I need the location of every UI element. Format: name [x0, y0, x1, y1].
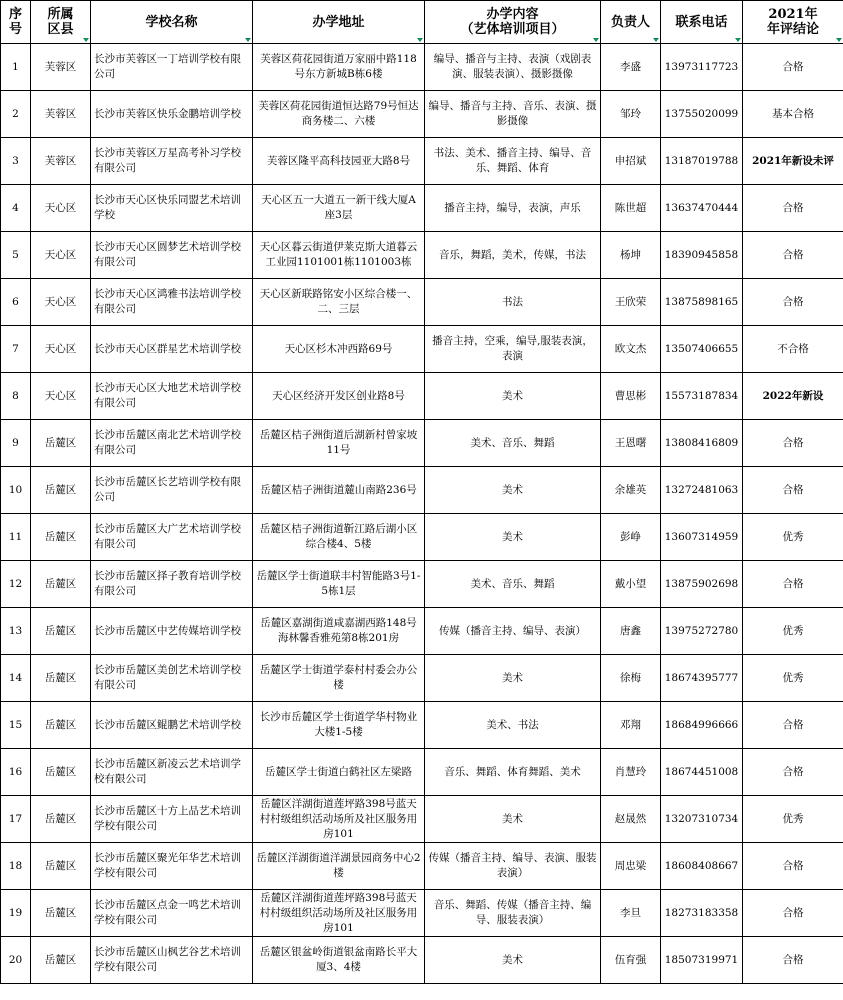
cell-seq[interactable]: 17 [1, 796, 31, 843]
cell-person[interactable]: 邓翔 [601, 702, 661, 749]
cell-rating[interactable]: 合格 [743, 420, 843, 467]
cell-district[interactable]: 岳麓区 [31, 467, 91, 514]
cell-rating[interactable]: 2021年新设未评 [743, 138, 843, 185]
header-label: 办学地址 [312, 14, 365, 30]
cell-seq[interactable]: 1 [1, 44, 31, 91]
cell-address[interactable]: 岳麓区桔子洲街道靳江路后湖小区综合楼4、5楼 [253, 514, 425, 561]
cell-address[interactable]: 天心区新联路铭安小区综合楼一、二、三层 [253, 279, 425, 326]
cell-person[interactable]: 彭峥 [601, 514, 661, 561]
cell-phone[interactable]: 13507406655 [661, 326, 743, 373]
cell-rating[interactable]: 优秀 [743, 796, 843, 843]
cell-content[interactable]: 音乐、舞蹈、传媒（播音主持、编导、服装表演） [425, 890, 601, 937]
cell-school-name[interactable]: 长沙市岳麓区南北艺术培训学校有限公司 [91, 420, 253, 467]
cell-address[interactable]: 岳麓区桔子洲街道后湖新村曾家坡11号 [253, 420, 425, 467]
cell-person[interactable]: 王恩曙 [601, 420, 661, 467]
cell-seq[interactable]: 2 [1, 91, 31, 138]
cell-content[interactable]: 播音主持，空乘，编导,服装表演，表演 [425, 326, 601, 373]
cell-rating[interactable]: 优秀 [743, 608, 843, 655]
header-seq[interactable] [1, 1, 31, 44]
cell-district[interactable]: 岳麓区 [31, 420, 91, 467]
cell-address[interactable]: 天心区暮云街道伊莱克斯大道暮云工业园1101001栋1101003栋 [253, 232, 425, 279]
cell-content[interactable]: 书法、美术、播音主持、编导、音乐、舞蹈、体育 [425, 138, 601, 185]
cell-person[interactable]: 邹玲 [601, 91, 661, 138]
cell-district[interactable]: 岳麓区 [31, 890, 91, 937]
cell-content[interactable]: 播音主持，编导，表演，声乐 [425, 185, 601, 232]
cell-school-name[interactable]: 长沙市岳麓区新凌云艺术培训学校有限公司 [91, 749, 253, 796]
cell-phone[interactable]: 18390945858 [661, 232, 743, 279]
cell-person[interactable]: 欧文杰 [601, 326, 661, 373]
header-label: 学校名称 [145, 14, 198, 30]
table-row [1, 514, 843, 561]
cell-school-name[interactable]: 长沙市岳麓区十方上品艺术培训学校有限公司 [91, 796, 253, 843]
table-row [1, 44, 843, 91]
cell-person[interactable]: 赵晟然 [601, 796, 661, 843]
cell-address[interactable]: 芙蓉区荷花园街道万家丽中路118号东方新城B栋6楼 [253, 44, 425, 91]
cell-rating[interactable]: 合格 [743, 561, 843, 608]
table-row [1, 749, 843, 796]
cell-district[interactable]: 天心区 [31, 279, 91, 326]
cell-person[interactable]: 伍育强 [601, 937, 661, 984]
table-row [1, 890, 843, 937]
cell-school-name[interactable]: 长沙市天心区大地艺术培训学校有限公司 [91, 373, 253, 420]
cell-rating[interactable]: 合格 [743, 279, 843, 326]
table-row [1, 796, 843, 843]
cell-address[interactable]: 岳麓区洋湖街道莲坪路398号蓝天村村级组织活动场所及社区服务用房101 [253, 890, 425, 937]
cell-content[interactable]: 编导、播音与主持、表演（戏剧表演、服装表演）、摄影摄像 [425, 44, 601, 91]
cell-address[interactable]: 芙蓉区隆平高科技园亚大路8号 [253, 138, 425, 185]
cell-person[interactable]: 曹思彬 [601, 373, 661, 420]
cell-school-name[interactable]: 长沙市岳麓区美创艺术培训学校有限公司 [91, 655, 253, 702]
cell-seq[interactable]: 10 [1, 467, 31, 514]
cell-content[interactable]: 书法 [425, 279, 601, 326]
cell-seq[interactable]: 5 [1, 232, 31, 279]
cell-rating[interactable]: 合格 [743, 185, 843, 232]
cell-phone[interactable]: 18273183358 [661, 890, 743, 937]
cell-address[interactable]: 岳麓区学士街道联丰村智能路3号1-5栋1层 [253, 561, 425, 608]
cell-school-name[interactable]: 长沙市岳麓区聚光年华艺术培训学校有限公司 [91, 843, 253, 890]
cell-phone[interactable]: 18684996666 [661, 702, 743, 749]
cell-district[interactable]: 岳麓区 [31, 796, 91, 843]
cell-address[interactable]: 岳麓区银盆岭街道银盆南路长平大厦3、4楼 [253, 937, 425, 984]
cell-phone[interactable]: 13187019788 [661, 138, 743, 185]
header-label: 办学内容 （艺体培训项目） [460, 7, 565, 37]
cell-seq[interactable]: 3 [1, 138, 31, 185]
cell-content[interactable]: 美术、音乐、舞蹈 [425, 420, 601, 467]
cell-district[interactable]: 岳麓区 [31, 655, 91, 702]
cell-seq[interactable]: 20 [1, 937, 31, 984]
cell-district[interactable]: 岳麓区 [31, 702, 91, 749]
cell-rating[interactable]: 2022年新设 [743, 373, 843, 420]
cell-district[interactable]: 芙蓉区 [31, 91, 91, 138]
header-label: 序号 [8, 7, 22, 37]
cell-school-name[interactable]: 长沙市天心区圆梦艺术培训学校有限公司 [91, 232, 253, 279]
cell-person[interactable]: 唐鑫 [601, 608, 661, 655]
header-phone[interactable] [661, 1, 743, 44]
cell-school-name[interactable]: 长沙市岳麓区山枫艺谷艺术培训学校有限公司 [91, 937, 253, 984]
filter-dropdown-icon[interactable] [593, 38, 599, 42]
cell-seq[interactable]: 11 [1, 514, 31, 561]
cell-phone[interactable]: 13875902698 [661, 561, 743, 608]
cell-district[interactable]: 岳麓区 [31, 749, 91, 796]
cell-content[interactable]: 编导、播音与主持、音乐、表演、摄影摄像 [425, 91, 601, 138]
cell-phone[interactable]: 13207310734 [661, 796, 743, 843]
table-row [1, 138, 843, 185]
header-row [1, 1, 843, 44]
cell-seq[interactable]: 7 [1, 326, 31, 373]
table-row [1, 326, 843, 373]
cell-person[interactable]: 陈世超 [601, 185, 661, 232]
cell-phone[interactable]: 13875898165 [661, 279, 743, 326]
cell-district[interactable]: 芙蓉区 [31, 44, 91, 91]
cell-district[interactable]: 岳麓区 [31, 561, 91, 608]
filter-dropdown-icon[interactable] [83, 38, 89, 42]
table-row [1, 373, 843, 420]
cell-school-name[interactable]: 长沙市岳麓区鲲鹏艺术培训学校 [91, 702, 253, 749]
cell-person[interactable]: 戴小望 [601, 561, 661, 608]
cell-school-name[interactable]: 长沙市岳麓区大广艺术培训学校有限公司 [91, 514, 253, 561]
cell-seq[interactable]: 12 [1, 561, 31, 608]
cell-seq[interactable]: 16 [1, 749, 31, 796]
cell-person[interactable]: 杨坤 [601, 232, 661, 279]
table-row [1, 843, 843, 890]
header-label: 联系电话 [675, 14, 728, 30]
filter-dropdown-icon[interactable] [417, 38, 423, 42]
cell-phone[interactable]: 18507319971 [661, 937, 743, 984]
cell-person[interactable]: 李旦 [601, 890, 661, 937]
cell-school-name[interactable]: 长沙市天心区快乐同盟艺术培训学校 [91, 185, 253, 232]
cell-seq[interactable]: 13 [1, 608, 31, 655]
cell-district[interactable]: 天心区 [31, 373, 91, 420]
cell-seq[interactable]: 6 [1, 279, 31, 326]
cell-content[interactable]: 美术 [425, 655, 601, 702]
cell-content[interactable]: 美术、书法 [425, 702, 601, 749]
cell-district[interactable]: 岳麓区 [31, 843, 91, 890]
cell-phone[interactable]: 13272481063 [661, 467, 743, 514]
cell-seq[interactable]: 15 [1, 702, 31, 749]
cell-district[interactable]: 岳麓区 [31, 608, 91, 655]
cell-content[interactable]: 音乐、舞蹈、体育舞蹈、美术 [425, 749, 601, 796]
cell-content[interactable]: 美术、音乐、舞蹈 [425, 561, 601, 608]
cell-phone[interactable]: 15573187834 [661, 373, 743, 420]
cell-district[interactable]: 天心区 [31, 326, 91, 373]
cell-content[interactable]: 美术 [425, 937, 601, 984]
cell-school-name[interactable]: 长沙市芙蓉区一丁培训学校有限公司 [91, 44, 253, 91]
cell-school-name[interactable]: 长沙市岳麓区择子教育培训学校有限公司 [91, 561, 253, 608]
cell-school-name[interactable]: 长沙市天心区群星艺术培训学校 [91, 326, 253, 373]
cell-phone[interactable]: 13973117723 [661, 44, 743, 91]
header-label: 2021年 年评结论 [766, 7, 819, 37]
cell-school-name[interactable]: 长沙市岳麓区长艺培训学校有限公司 [91, 467, 253, 514]
cell-person[interactable]: 肖慧玲 [601, 749, 661, 796]
cell-school-name[interactable]: 长沙市天心区鸿雅书法培训学校有限公司 [91, 279, 253, 326]
cell-content[interactable]: 美术 [425, 467, 601, 514]
cell-address[interactable]: 芙蓉区荷花园街道恒达路79号恒达商务楼二、六楼 [253, 91, 425, 138]
table-row [1, 702, 843, 749]
cell-rating[interactable]: 合格 [743, 467, 843, 514]
table-row [1, 608, 843, 655]
cell-rating[interactable]: 合格 [743, 44, 843, 91]
cell-phone[interactable]: 13808416809 [661, 420, 743, 467]
table-row [1, 655, 843, 702]
cell-person[interactable]: 余雄英 [601, 467, 661, 514]
cell-person[interactable]: 徐梅 [601, 655, 661, 702]
cell-rating[interactable]: 优秀 [743, 655, 843, 702]
table-row [1, 937, 843, 984]
filter-dropdown-icon[interactable] [836, 38, 842, 42]
cell-address[interactable]: 岳麓区桔子洲街道麓山南路236号 [253, 467, 425, 514]
cell-rating[interactable]: 基本合格 [743, 91, 843, 138]
cell-district[interactable]: 岳麓区 [31, 514, 91, 561]
cell-rating[interactable]: 合格 [743, 702, 843, 749]
cell-rating[interactable]: 不合格 [743, 326, 843, 373]
cell-phone[interactable]: 13607314959 [661, 514, 743, 561]
cell-address[interactable]: 天心区五一大道五一新干线大厦A座3层 [253, 185, 425, 232]
cell-address[interactable]: 岳麓区洋湖街道洋湖景园商务中心2楼 [253, 843, 425, 890]
cell-rating[interactable]: 优秀 [743, 514, 843, 561]
cell-school-name[interactable]: 长沙市芙蓉区万星高考补习学校有限公司 [91, 138, 253, 185]
table-row [1, 185, 843, 232]
cell-person[interactable]: 李盛 [601, 44, 661, 91]
cell-address[interactable]: 天心区杉木冲西路69号 [253, 326, 425, 373]
cell-rating[interactable]: 合格 [743, 843, 843, 890]
cell-person[interactable]: 申招斌 [601, 138, 661, 185]
cell-address[interactable]: 岳麓区学士街道白鹤社区左梁路 [253, 749, 425, 796]
cell-rating[interactable]: 合格 [743, 232, 843, 279]
cell-content[interactable]: 美术 [425, 373, 601, 420]
cell-seq[interactable]: 4 [1, 185, 31, 232]
header-label: 负责人 [610, 14, 650, 30]
cell-phone[interactable]: 13755020099 [661, 91, 743, 138]
table-row [1, 561, 843, 608]
table-body [1, 44, 843, 984]
cell-rating[interactable]: 合格 [743, 749, 843, 796]
cell-phone[interactable]: 18674395777 [661, 655, 743, 702]
cell-content[interactable]: 美术 [425, 796, 601, 843]
filter-dropdown-icon[interactable] [245, 38, 251, 42]
header-rating[interactable] [743, 1, 843, 44]
header-district[interactable] [31, 1, 91, 44]
cell-content[interactable]: 传媒（播音主持、编导、表演） [425, 608, 601, 655]
cell-district[interactable]: 芙蓉区 [31, 138, 91, 185]
cell-district[interactable]: 岳麓区 [31, 937, 91, 984]
cell-address[interactable]: 岳麓区嘉湖街道咸嘉湖西路148号海林馨香雅苑第8栋201房 [253, 608, 425, 655]
header-label: 所属 区县 [47, 7, 74, 37]
cell-content[interactable]: 音乐，舞蹈，美术，传媒，书法 [425, 232, 601, 279]
header-school-name[interactable] [91, 1, 253, 44]
header-person[interactable] [601, 1, 661, 44]
cell-seq[interactable]: 19 [1, 890, 31, 937]
cell-person[interactable]: 王欣荣 [601, 279, 661, 326]
table-row [1, 467, 843, 514]
cell-school-name[interactable]: 长沙市芙蓉区快乐金鹏培训学校 [91, 91, 253, 138]
cell-content[interactable]: 传媒（播音主持、编导、表演、服装表演） [425, 843, 601, 890]
cell-district[interactable]: 天心区 [31, 232, 91, 279]
cell-seq[interactable]: 14 [1, 655, 31, 702]
cell-content[interactable]: 美术 [425, 514, 601, 561]
cell-district[interactable]: 天心区 [31, 185, 91, 232]
cell-seq[interactable]: 9 [1, 420, 31, 467]
cell-seq[interactable]: 18 [1, 843, 31, 890]
cell-rating[interactable]: 合格 [743, 890, 843, 937]
cell-phone[interactable]: 13637470444 [661, 185, 743, 232]
cell-rating[interactable]: 合格 [743, 937, 843, 984]
cell-address[interactable]: 岳麓区洋湖街道莲坪路398号蓝天村村级组织活动场所及社区服务用房101 [253, 796, 425, 843]
header-content[interactable] [425, 1, 601, 44]
cell-person[interactable]: 周忠梁 [601, 843, 661, 890]
table-row [1, 91, 843, 138]
cell-school-name[interactable]: 长沙市岳麓区点金一鸣艺术培训学校有限公司 [91, 890, 253, 937]
cell-phone[interactable]: 18608408667 [661, 843, 743, 890]
cell-seq[interactable]: 8 [1, 373, 31, 420]
table-row [1, 279, 843, 326]
filter-dropdown-icon[interactable] [653, 38, 659, 42]
cell-address[interactable]: 天心区经济开发区创业路8号 [253, 373, 425, 420]
cell-address[interactable]: 岳麓区学士街道学泰村村委会办公楼 [253, 655, 425, 702]
cell-phone[interactable]: 18674451008 [661, 749, 743, 796]
table-row [1, 232, 843, 279]
filter-dropdown-icon[interactable] [735, 38, 741, 42]
header-address[interactable] [253, 1, 425, 44]
cell-school-name[interactable]: 长沙市岳麓区中艺传媒培训学校 [91, 608, 253, 655]
table-row [1, 420, 843, 467]
cell-address[interactable]: 长沙市岳麓区学士街道学华村物业大楼1-5楼 [253, 702, 425, 749]
cell-phone[interactable]: 13975272780 [661, 608, 743, 655]
